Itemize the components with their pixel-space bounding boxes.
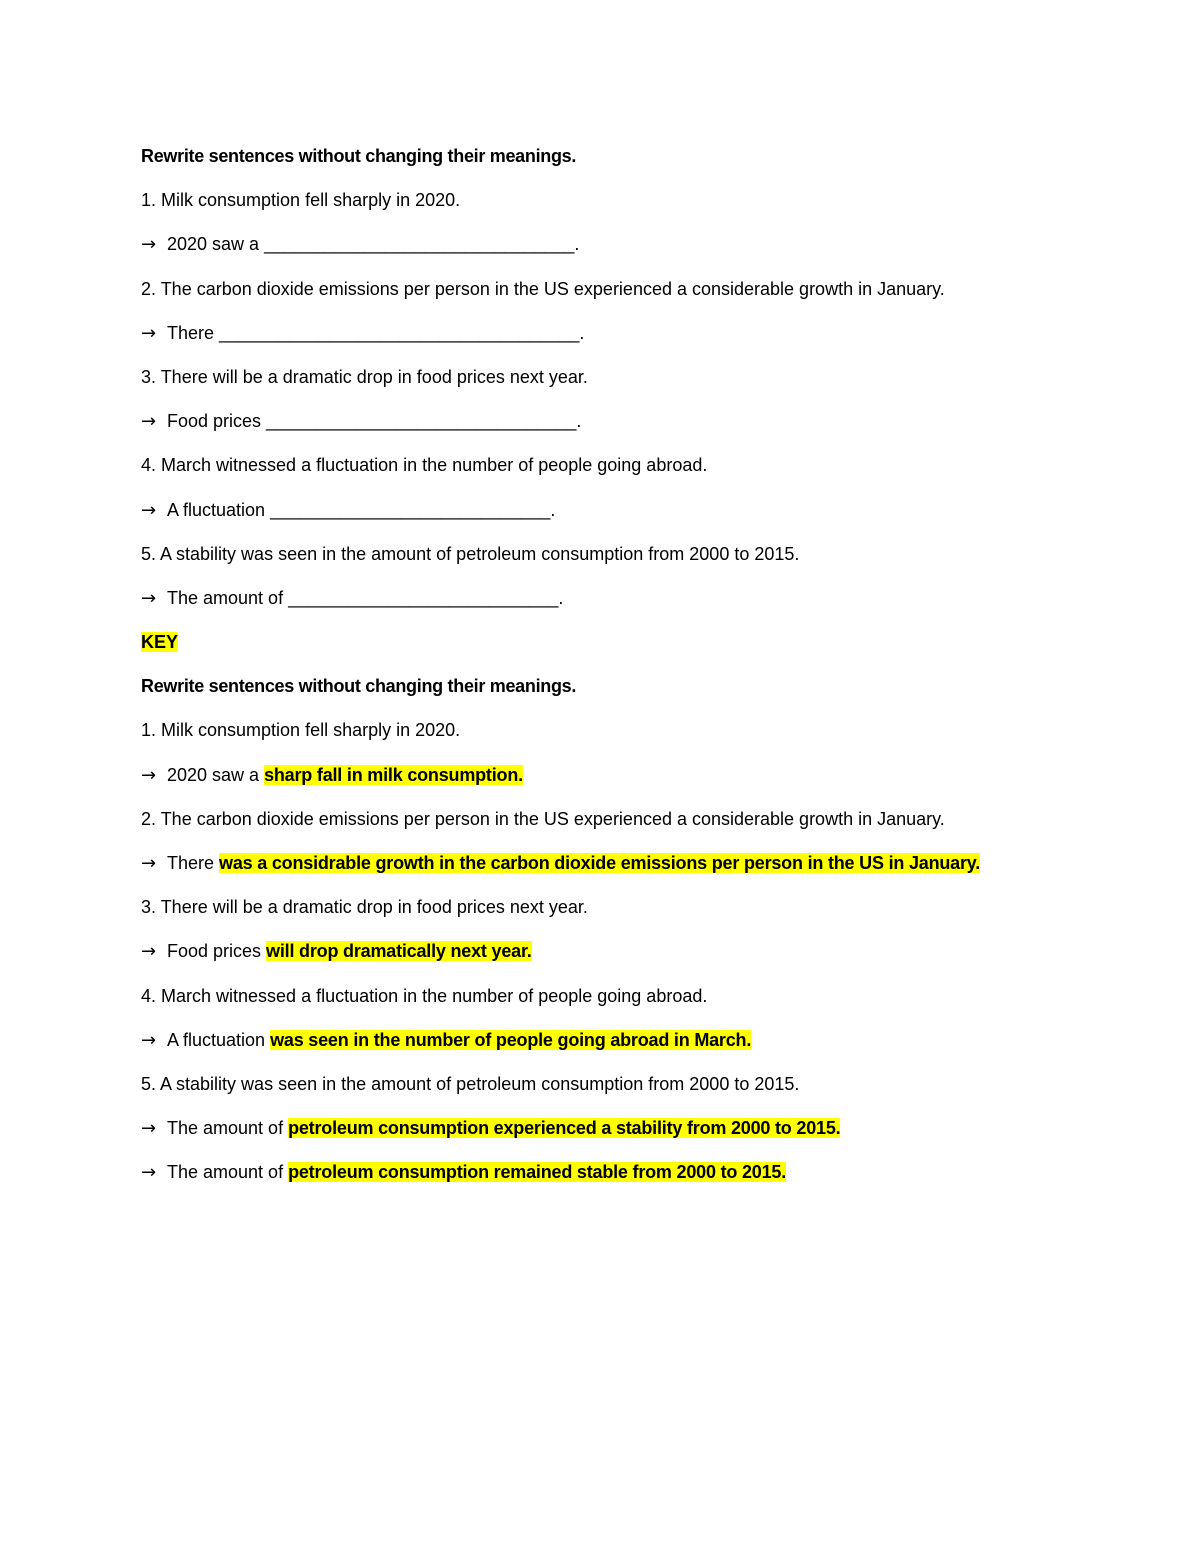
rewrite-prompt: Food prices [167,411,267,432]
arrow-icon: → [141,941,157,963]
key-answer-5b [141,1154,1141,1198]
rewrite-prompt: 2020 saw a [167,234,265,255]
exercise-sentence-1: 1. Milk consumption fell sharply in 2020. [141,190,461,211]
answer-blank: _______________________________. [266,411,582,432]
exercise-sentence-4: 4. March witnessed a fluctuation in the number of people going abroad. [141,455,708,476]
exercise-rewrite-1 [141,226,1141,270]
key-sentence-2: 2. The carbon dioxide emissions per person in the US experienced a considerable growth in January. [141,808,945,829]
rewrite-prompt: There [167,853,220,873]
key-sentence-4: 4. March witnessed a fluctuation in the number of people going abroad. [141,985,708,1006]
highlighted-answer: petroleum consumption remained stable from 2000 to 2015. [288,1162,787,1183]
arrow-icon: → [141,587,157,609]
key-sentence-1: 1. Milk consumption fell sharply in 2020. [141,720,461,741]
answer-blank: ____________________________________. [219,322,585,343]
answer-blank: _______________________________. [264,234,580,255]
rewrite-prompt: 2020 saw a [167,764,265,785]
arrow-icon: → [141,1162,157,1184]
key-answer-3 [141,933,1141,977]
highlighted-answer: was a considrable growth in the carbon dioxide emissions per person in the US in January. [219,853,981,873]
exercise-sentence-5: 5. A stability was seen in the amount of petroleum consumption from 2000 to 2015. [141,543,800,564]
rewrite-prompt: Food prices [167,941,267,962]
highlighted-answer: petroleum consumption experienced a stability from 2000 to 2015. [288,1118,841,1139]
key-sentence-5: 5. A stability was seen in the amount of petroleum consumption from 2000 to 2015. [141,1073,800,1094]
answer-blank: ____________________________. [270,499,556,520]
highlighted-answer: sharp fall in milk consumption. [264,764,523,785]
answer-blank: ___________________________. [288,587,564,608]
key-answer-5a [141,1110,1141,1154]
exercise-rewrite-4 [141,492,1141,536]
key-answer-1 [141,757,1141,801]
arrow-icon: → [141,1029,157,1051]
highlighted-answer: will drop dramatically next year. [266,941,532,962]
key-sentence-3: 3. There will be a dramatic drop in food prices next year. [141,897,588,918]
exercise-title: Rewrite sentences without changing their meanings. [141,146,577,166]
key-title: Rewrite sentences without changing their meanings. [141,676,577,697]
key-label: KEY [141,632,179,653]
exercise-rewrite-2 [141,315,1141,359]
key-answer-4 [141,1022,1141,1066]
rewrite-prompt: A fluctuation [167,499,271,520]
rewrite-prompt: The amount of [167,587,289,608]
highlighted-answer: was seen in the number of people going abroad in March. [270,1029,752,1050]
key-answer-2 [141,845,1141,889]
exercise-rewrite-5 [141,580,1141,624]
arrow-icon: → [141,499,157,521]
exercise-sentence-2: 2. The carbon dioxide emissions per person in the US experienced a considerable growth in January. [141,278,945,299]
document-page [141,138,1141,1199]
arrow-icon: → [141,1118,157,1140]
rewrite-prompt: The amount of [167,1118,289,1139]
arrow-icon: → [141,764,157,786]
rewrite-prompt: There [167,322,220,343]
arrow-icon: → [141,322,157,344]
exercise-sentence-3: 3. There will be a dramatic drop in food prices next year. [141,366,588,387]
rewrite-prompt: The amount of [167,1162,289,1183]
exercise-rewrite-3 [141,403,1141,447]
arrow-icon: → [141,234,157,256]
rewrite-prompt: A fluctuation [167,1029,271,1050]
arrow-icon: → [141,411,157,433]
key-label-row [141,624,1141,668]
arrow-icon: → [141,853,157,874]
